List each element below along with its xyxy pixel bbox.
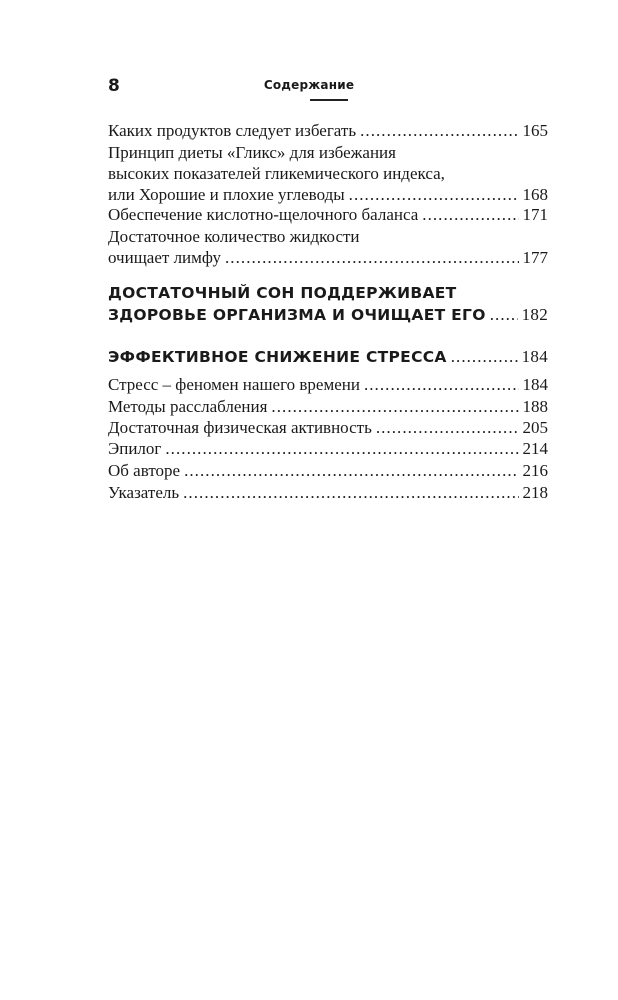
toc-entry[interactable]	[108, 204, 548, 225]
toc-entry[interactable]	[108, 374, 548, 395]
toc-entry[interactable]	[108, 396, 548, 417]
entry-page: 177	[522, 248, 548, 267]
section-title: ЭФФЕКТИВНОЕ СНИЖЕНИЕ СТРЕССА	[108, 348, 447, 366]
entry-page: 171	[522, 205, 548, 224]
dot-leader	[271, 397, 518, 417]
toc-entry[interactable]	[108, 438, 548, 459]
entry-title: Методы расслабления	[108, 397, 268, 416]
section-title: ДОСТАТОЧНЫЙ СОН ПОДДЕРЖИВАЕТ	[108, 284, 457, 302]
header-rule	[310, 99, 348, 101]
dot-leader	[225, 248, 519, 268]
entry-page: 205	[522, 418, 548, 437]
page-number: 8	[108, 76, 120, 96]
toc-entry[interactable]	[108, 226, 548, 268]
entry-page: 168	[522, 185, 548, 204]
entry-title: Достаточная физическая активность	[108, 418, 372, 437]
entry-title: Стресс – феномен нашего времени	[108, 375, 360, 394]
toc-entry[interactable]	[108, 120, 548, 141]
entry-title: Достаточное количество жидкости	[108, 227, 360, 246]
dot-leader	[490, 305, 518, 325]
entry-title: Каких продуктов следует избегать	[108, 121, 357, 140]
dot-leader	[451, 347, 518, 367]
entry-title: или Хорошие и плохие углеводы	[108, 185, 345, 204]
toc-entry[interactable]	[108, 482, 548, 503]
dot-leader	[360, 121, 518, 141]
dot-leader	[376, 418, 519, 438]
running-head: Содержание	[263, 78, 355, 92]
entry-title: очищает лимфу	[108, 248, 221, 267]
entry-title: Об авторе	[108, 461, 181, 480]
entry-page: 165	[522, 121, 548, 140]
dot-leader	[349, 185, 519, 205]
dot-leader	[165, 439, 518, 459]
entry-page: 218	[522, 483, 548, 502]
section-title: ЗДОРОВЬЕ ОРГАНИЗМА И ОЧИЩАЕТ ЕГО	[108, 306, 486, 324]
entry-title: Обеспечение кислотно-щелочного баланса	[108, 205, 419, 224]
dot-leader	[184, 461, 518, 481]
entry-title: Указатель	[108, 483, 180, 502]
entry-title: Эпилог	[108, 439, 162, 458]
dot-leader	[183, 483, 518, 503]
entry-page: 182	[521, 305, 548, 324]
toc-section-entry[interactable]	[108, 282, 548, 326]
entry-page: 184	[522, 375, 548, 394]
entry-title: высоких показателей гликемического индекса,	[108, 164, 445, 183]
entry-page: 214	[522, 439, 548, 458]
toc-section-entry[interactable]	[108, 346, 548, 368]
toc-entry[interactable]	[108, 460, 548, 481]
entry-page: 188	[522, 397, 548, 416]
dot-leader	[364, 375, 519, 395]
toc-entry[interactable]	[108, 417, 548, 438]
entry-page: 216	[522, 461, 548, 480]
entry-title: Принцип диеты «Гликс» для избежания	[108, 143, 396, 162]
toc-entry[interactable]	[108, 142, 548, 205]
entry-page: 184	[521, 347, 548, 366]
dot-leader	[422, 205, 518, 225]
